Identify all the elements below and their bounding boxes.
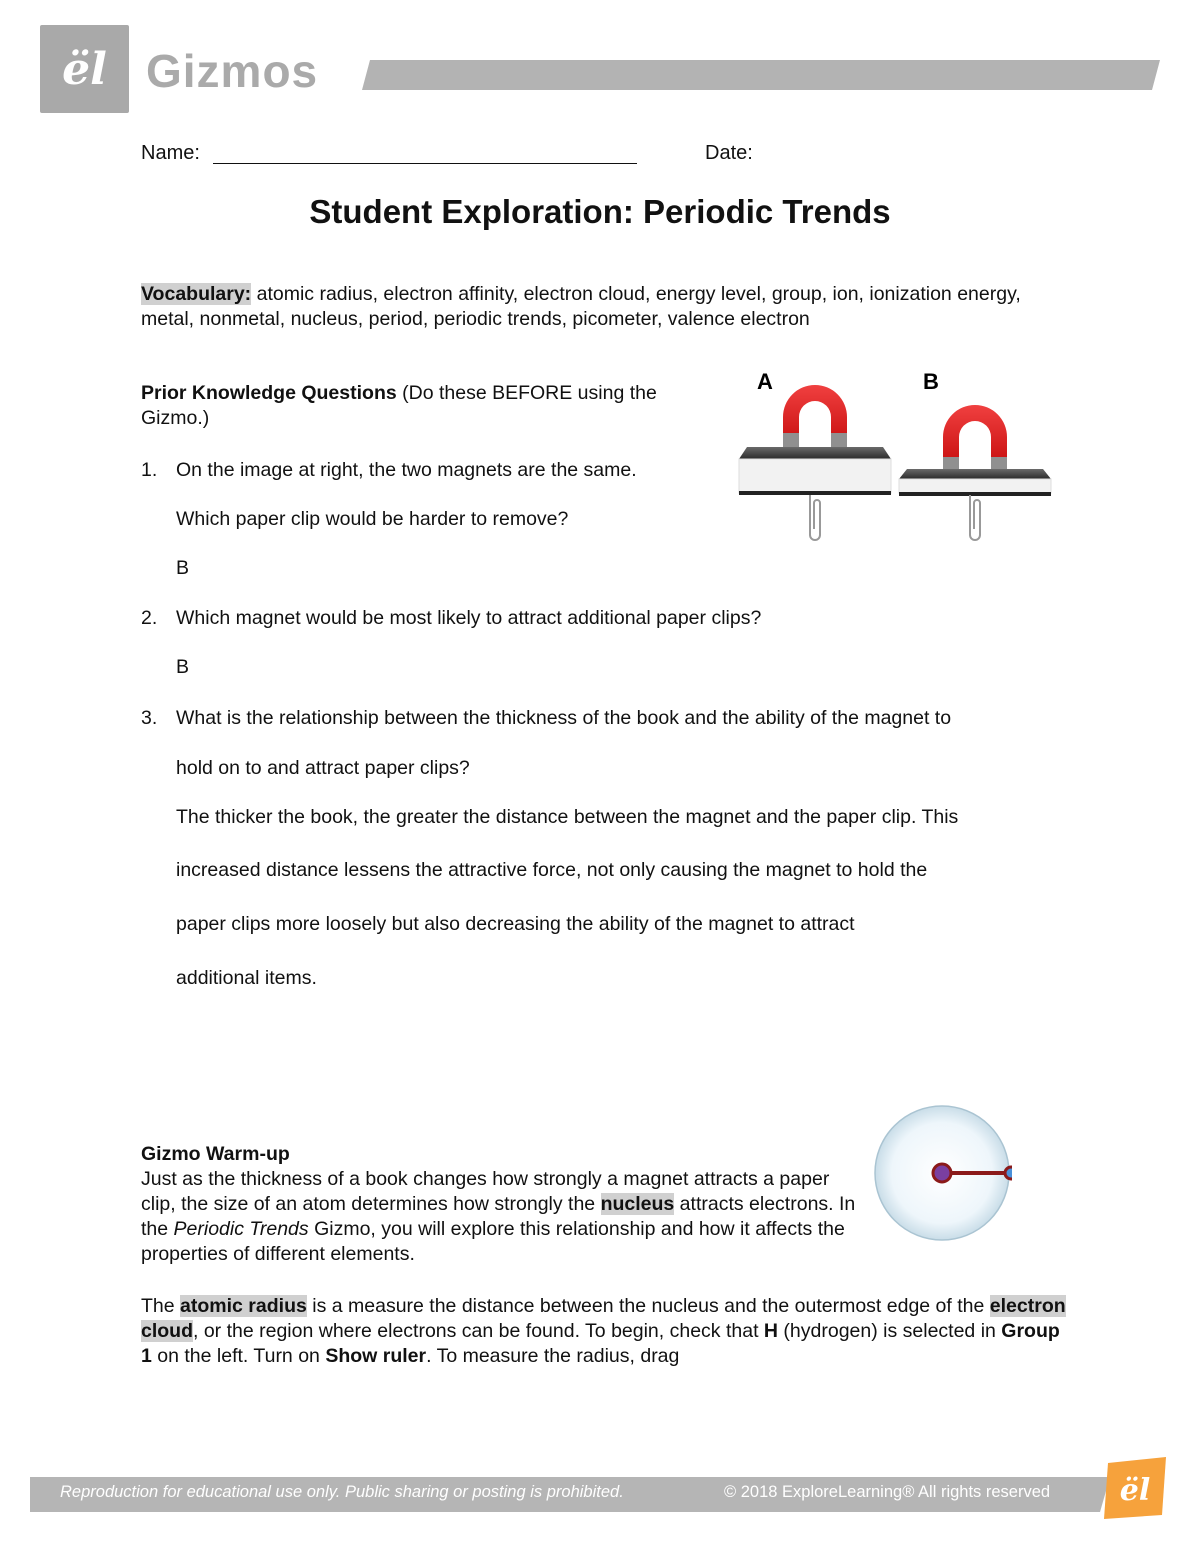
question-1-subtext: Which paper clip would be harder to remove?	[176, 508, 569, 530]
term-nucleus: nucleus	[600, 1193, 675, 1215]
footer-copyright: © 2018 ExploreLearning® All rights reserved	[724, 1483, 1051, 1501]
question-2-answer[interactable]: B	[176, 656, 190, 678]
vocabulary-label: Vocabulary:	[141, 283, 252, 305]
atom-figure	[872, 1103, 1012, 1243]
question-3-number: 3.	[141, 707, 158, 729]
magnet-b	[899, 405, 1051, 540]
date-label: Date:	[705, 142, 753, 164]
warmup-section	[141, 1142, 861, 1267]
warmup-heading: Gizmo Warm-up	[141, 1143, 290, 1165]
question-3-answer-line[interactable]: The thicker the book, the greater the distance between the magnet and the paper clip. This	[176, 806, 959, 828]
header-bar	[362, 60, 1160, 90]
vocabulary-terms: atomic radius, electron affinity, electron cloud, energy level, group, ion, ionization energy, metal, nonmetal, nucleus, period, periodic trends, picometer, valence electron	[141, 283, 1021, 330]
question-2-number: 2.	[141, 607, 158, 629]
question-3-answer-line[interactable]: increased distance lessens the attractive force, not only causing the magnet to hold the	[176, 859, 928, 881]
explorelearning-logo-icon	[1100, 1455, 1170, 1521]
atomic-radius-paragraph: The atomic radius is a measure the distance between the nucleus and the outermost edge of the electron cloud, or the region where electrons can be found. To begin, check that H (hydrogen) is selected in Group 1 on the left. Turn on Show ruler. To measure the radius, drag	[141, 1295, 1066, 1367]
electron-icon	[1005, 1167, 1012, 1179]
question-1-text: On the image at right, the two magnets are the same.	[176, 459, 637, 481]
gizmo-name: Periodic Trends	[173, 1218, 309, 1240]
prior-knowledge-heading-block	[141, 381, 701, 431]
footer-disclaimer: Reproduction for educational use only. Public sharing or posting is prohibited.	[60, 1483, 624, 1501]
name-field[interactable]	[213, 163, 637, 164]
vocabulary-section	[141, 282, 1061, 332]
gizmos-logo	[40, 25, 129, 113]
question-2-text: Which magnet would be most likely to attract additional paper clips?	[176, 607, 762, 629]
prior-knowledge-note: (Do these BEFORE using the Gizmo.)	[141, 382, 657, 429]
footer-logo-mark: ël	[1119, 1473, 1151, 1508]
question-3-answer-line[interactable]: additional items.	[176, 967, 317, 989]
term-h: H	[763, 1320, 779, 1342]
magnet-a	[739, 385, 891, 540]
term-show-ruler: Show ruler	[325, 1345, 427, 1367]
prior-knowledge-heading: Prior Knowledge Questions	[141, 382, 397, 404]
figure-label-a: A	[757, 369, 773, 394]
question-1-number: 1.	[141, 459, 158, 481]
question-3-text: What is the relationship between the thickness of the book and the ability of the magnet to	[176, 707, 952, 729]
brand-name: Gizmos	[146, 45, 319, 97]
name-label: Name:	[141, 142, 200, 164]
warmup-paragraph: Just as the thickness of a book changes how strongly a magnet attracts a paper clip, the size of an atom determines how strongly the nucleus attracts electrons. In the Periodic Trends Gizmo, you will explore this relationship and how it affects the properties of different elements.	[141, 1168, 856, 1265]
figure-label-b: B	[923, 369, 939, 394]
question-3-text-continued: hold on to and attract paper clips?	[176, 757, 470, 779]
page-title: Student Exploration: Periodic Trends	[309, 193, 891, 230]
magnets-figure	[735, 365, 1055, 550]
term-electron-cloud: electron cloud	[141, 1295, 1066, 1342]
term-group-1: Group 1	[141, 1320, 1060, 1367]
question-3-answer-line[interactable]: paper clips more loosely but also decreasing the ability of the magnet to attract	[176, 913, 855, 935]
logo-mark: ël	[62, 43, 107, 95]
term-atomic-radius: atomic radius	[180, 1295, 307, 1317]
nucleus-icon	[933, 1164, 951, 1182]
question-1-answer[interactable]: B	[176, 557, 190, 579]
